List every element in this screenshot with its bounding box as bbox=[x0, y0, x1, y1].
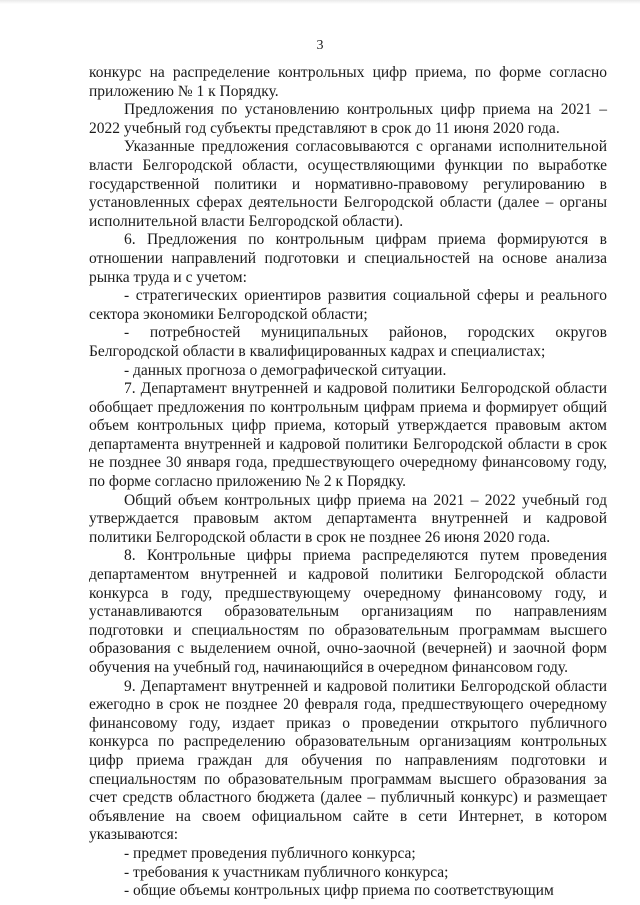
list-item: - данных прогноза о демографической ситуации. bbox=[124, 361, 447, 379]
list-item: - предмет проведения публичного конкурса; bbox=[124, 844, 416, 862]
paragraph: Общий объем контрольных цифр приема на 2021 – 2022 учебный год утверждается правовым актом департамента внутренней и кадровой политики Белгородской области в срок не позднее 26 июня 2020 года. bbox=[89, 491, 607, 546]
paragraph: 8. Контрольные цифры приема распределяются путем проведения департаментом внутренней и кадровой политики Белгородской области конкурса в году, предшествующему очередному финансовому году, и устанавливаются образовательным организациям по направлениям подготовки и специальностям по образовательным программам высшего образования с выделением очной, очно-заочной (вечерней) и заочной форм обучения на учебный год, начинающийся в очередном финансовом году. bbox=[89, 547, 607, 676]
paragraph: конкурс на распределение контрольных цифр приема, по форме согласно приложению № 1 к Порядку. bbox=[89, 64, 607, 100]
page-number: 3 bbox=[316, 38, 324, 53]
paragraph: Указанные предложения согласовываются с органами исполнительной власти Белгородской области, осуществляющими функции по выработке государственной политики и нормативно-правовому регулированию в установленных сферах деятельности Белгородской области (далее – органы исполнительной власти Белгородской области). bbox=[89, 138, 607, 230]
paragraph: 6. Предложения по контрольным цифрам приема формируются в отношении направлений подготовки и специальностей на основе анализа рынка труда и с учетом: bbox=[89, 231, 607, 286]
page-top-edge bbox=[0, 0, 640, 4]
list-item: - потребностей муниципальных районов, городских округов Белгородской области в квалифицированных кадрах и специалистах; bbox=[89, 324, 607, 360]
list-item: - общие объемы контрольных цифр приема по соответствующим bbox=[124, 882, 554, 900]
paragraph: Предложения по установлению контрольных цифр приема на 2021 – 2022 учебный год субъекты представляют в срок до 11 июня 2020 года. bbox=[89, 101, 607, 137]
document-body bbox=[89, 64, 607, 901]
paragraph: 7. Департамент внутренней и кадровой политики Белгородской области обобщает предложения по контрольным цифрам приема и формирует общий объем контрольных цифр приема, который утверждается правовым актом департамента внутренней и кадровой политики Белгородской области в срок не позднее 30 января года, предшествующего очередному финансовому году, по форме согласно приложению № 2 к Порядку. bbox=[89, 380, 607, 491]
paragraph: 9. Департамент внутренней и кадровой политики Белгородской области ежегодно в срок не позднее 20 февраля года, предшествующего очередному финансовому году, издает приказ о проведении открытого публичного конкурса по распределению образовательным организациям контрольных цифр приема граждан для обучения по направлениям подготовки и специальностям по образовательным программам высшего образования за счет средств областного бюджета (далее – публичный конкурс) и размещает объявление на своем официальном сайте в сети Интернет, в котором указываются: bbox=[89, 677, 607, 844]
list-item: - требования к участникам публичного конкурса; bbox=[124, 863, 449, 881]
list-item: - стратегических ориентиров развития социальной сферы и реального сектора экономики Белгородской области; bbox=[89, 287, 607, 323]
